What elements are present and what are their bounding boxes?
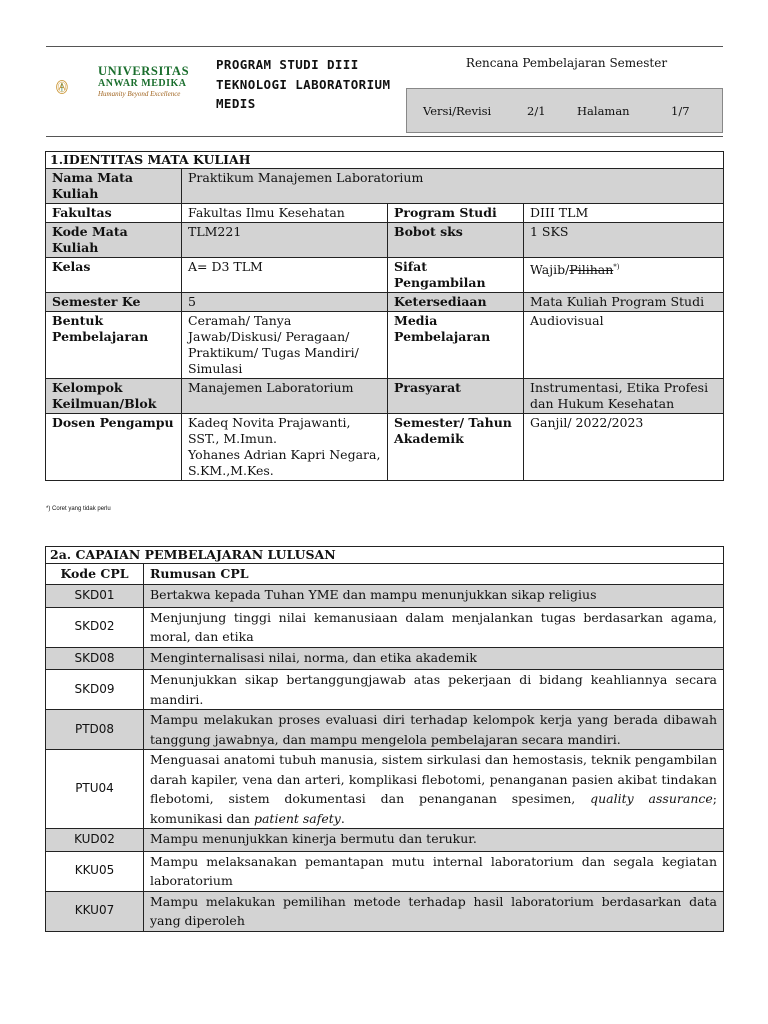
cpl-desc: Menginternalisasi nilai, norma, dan etika akademik (144, 647, 724, 670)
ketersediaan-label: Ketersediaan (388, 293, 524, 312)
logo-text (98, 65, 189, 99)
fakultas-value: Fakultas Ilmu Kesehatan (182, 204, 388, 223)
kelas-value: A= D3 TLM (182, 258, 388, 293)
table-row (46, 829, 724, 852)
sifat-label: Sifat Pengambilan (388, 258, 524, 293)
halaman-label: Halaman (577, 104, 630, 118)
table-row (46, 891, 724, 931)
sifat-value (524, 258, 724, 293)
cpl-code: KKU05 (46, 851, 144, 891)
dosen-label: Dosen Pengampu (46, 414, 182, 481)
table-row (46, 670, 724, 710)
cpl-desc: Mampu melakukan pemilihan metode terhadap hasil laboratorium berdasarkan data yang diperoleh (144, 891, 724, 931)
table-row (46, 750, 724, 829)
kode-value: TLM221 (182, 223, 388, 258)
logo-tagline: Humanity Beyond Excellence (98, 90, 181, 98)
cpl-code: KKU07 (46, 891, 144, 931)
dosen-value (182, 414, 388, 481)
table-row (46, 851, 724, 891)
fakultas-label: Fakultas (46, 204, 182, 223)
halaman-value: 1/7 (671, 104, 690, 118)
kode-label: Kode Mata Kuliah (46, 223, 182, 258)
kelompok-label: Kelompok Keilmuan/Blok (46, 379, 182, 414)
header-bottom-rule (46, 136, 723, 137)
cpl-desc: Menunjukkan sikap bertanggungjawab atas pekerjaan di bidang keahliannya secara mandiri. (144, 670, 724, 710)
prodi-label: Program Studi (388, 204, 524, 223)
table-row (46, 710, 724, 750)
table-row (46, 607, 724, 647)
cpl-desc: Bertakwa kepada Tuhan YME dan mampu menunjukkan sikap religius (144, 585, 724, 608)
bentuk-label: Bentuk Pembelajaran (46, 312, 182, 379)
cpl-desc (144, 750, 724, 829)
cpl-desc-italic: patient safety (253, 810, 341, 826)
dosen-2: Yohanes Adrian Kapri Negara, S.KM.,M.Kes. (188, 447, 381, 478)
cpl-code: SKD08 (46, 647, 144, 670)
nama-value: Praktikum Manajemen Laboratorium (182, 169, 724, 204)
cpl-code: PTU04 (46, 750, 144, 829)
prodi-value: DIII TLM (524, 204, 724, 223)
document-title: Rencana Pembelajaran Semester (465, 56, 668, 70)
program-title: PROGRAM STUDI DIII TEKNOLOGI LABORATORIUM MEDIS (216, 57, 391, 111)
sifat-footnote-mark: *) (613, 263, 620, 271)
cpl-code: SKD01 (46, 585, 144, 608)
header-top-rule (46, 46, 723, 47)
cpl-desc-italic: quality assurance (590, 791, 713, 806)
cpl-code: PTD08 (46, 710, 144, 750)
bentuk-value: Ceramah/ Tanya Jawab/Diskusi/ Peragaan/ Praktikum/ Tugas Mandiri/ Simulasi (182, 312, 388, 379)
cpl-desc: Mampu melaksanakan pemantapan mutu internal laboratorium dan segala kegiatan laboratorium (144, 851, 724, 891)
footnote: *) Coret yang tidak perlu (46, 506, 111, 512)
cpl-desc: Menjunjung tinggi nilai kemanusiaan dalam menjalankan tugas berdasarkan agama, moral, dan etika (144, 607, 724, 647)
smt-tahun-value: Ganjil/ 2022/2023 (524, 414, 724, 481)
semester-label: Semester Ke (46, 293, 182, 312)
sifat-wajib: Wajib/ (530, 262, 570, 278)
cpl-desc-main: Menguasai anatomi tubuh manusia, sistem sirkulasi dan hemostasis, teknik pengambilan darah kapiler, vena dan arteri, komplikasi flebotomi, penanganan pasien akibat tindakan flebotomi, sistem dokumentasi dan penanganan spesimen, (150, 752, 717, 806)
versi-value: 2/1 (527, 104, 546, 118)
cpl-code: SKD09 (46, 670, 144, 710)
bobot-value: 1 SKS (524, 223, 724, 258)
bobot-label: Bobot sks (388, 223, 524, 258)
kelas-label: Kelas (46, 258, 182, 293)
dosen-1: Kadeq Novita Prajawanti, SST., M.Imun. (188, 415, 351, 446)
identitas-table (45, 151, 724, 481)
kelompok-value: Manajemen Laboratorium (182, 379, 388, 414)
identitas-section-title: 1.IDENTITAS MATA KULIAH (46, 152, 724, 169)
cpl-col-code: Kode CPL (46, 564, 144, 585)
logo-line2: ANWAR MEDIKA (98, 78, 187, 89)
nama-label: Nama Mata Kuliah (46, 169, 182, 204)
prasyarat-label: Prasyarat (388, 379, 524, 414)
cpl-desc: Mampu melakukan proses evaluasi diri terhadap kelompok kerja yang berada dibawah tanggung jawabnya, dan mampu mengelola pembelajaran secara mandiri. (144, 710, 724, 750)
semester-value: 5 (182, 293, 388, 312)
table-row (46, 647, 724, 670)
cpl-code: SKD02 (46, 607, 144, 647)
version-box (406, 88, 723, 133)
cpl-code: KUD02 (46, 829, 144, 852)
cpl-col-desc: Rumusan CPL (144, 564, 724, 585)
cpl-desc-mid: ; komunikasi dan (150, 791, 717, 826)
sifat-pilihan: Pilihan (569, 262, 614, 278)
logo-line1: UNIVERSITAS (98, 64, 190, 78)
cpl-desc-end: . (340, 810, 345, 826)
versi-label: Versi/Revisi (423, 104, 492, 118)
cpl-section-title: 2a. CAPAIAN PEMBELAJARAN LULUSAN (46, 547, 724, 564)
table-row (46, 585, 724, 608)
cpl-desc: Mampu menunjukkan kinerja bermutu dan terukur. (144, 829, 724, 852)
prasyarat-value: Instrumentasi, Etika Profesi dan Hukum Kesehatan (524, 379, 724, 414)
media-label: Media Pembelajaran (388, 312, 524, 379)
university-logo (56, 62, 96, 112)
cpl-table (45, 546, 724, 932)
ketersediaan-value: Mata Kuliah Program Studi (524, 293, 724, 312)
media-value: Audiovisual (524, 312, 724, 379)
smt-tahun-label: Semester/ Tahun Akademik (388, 414, 524, 481)
